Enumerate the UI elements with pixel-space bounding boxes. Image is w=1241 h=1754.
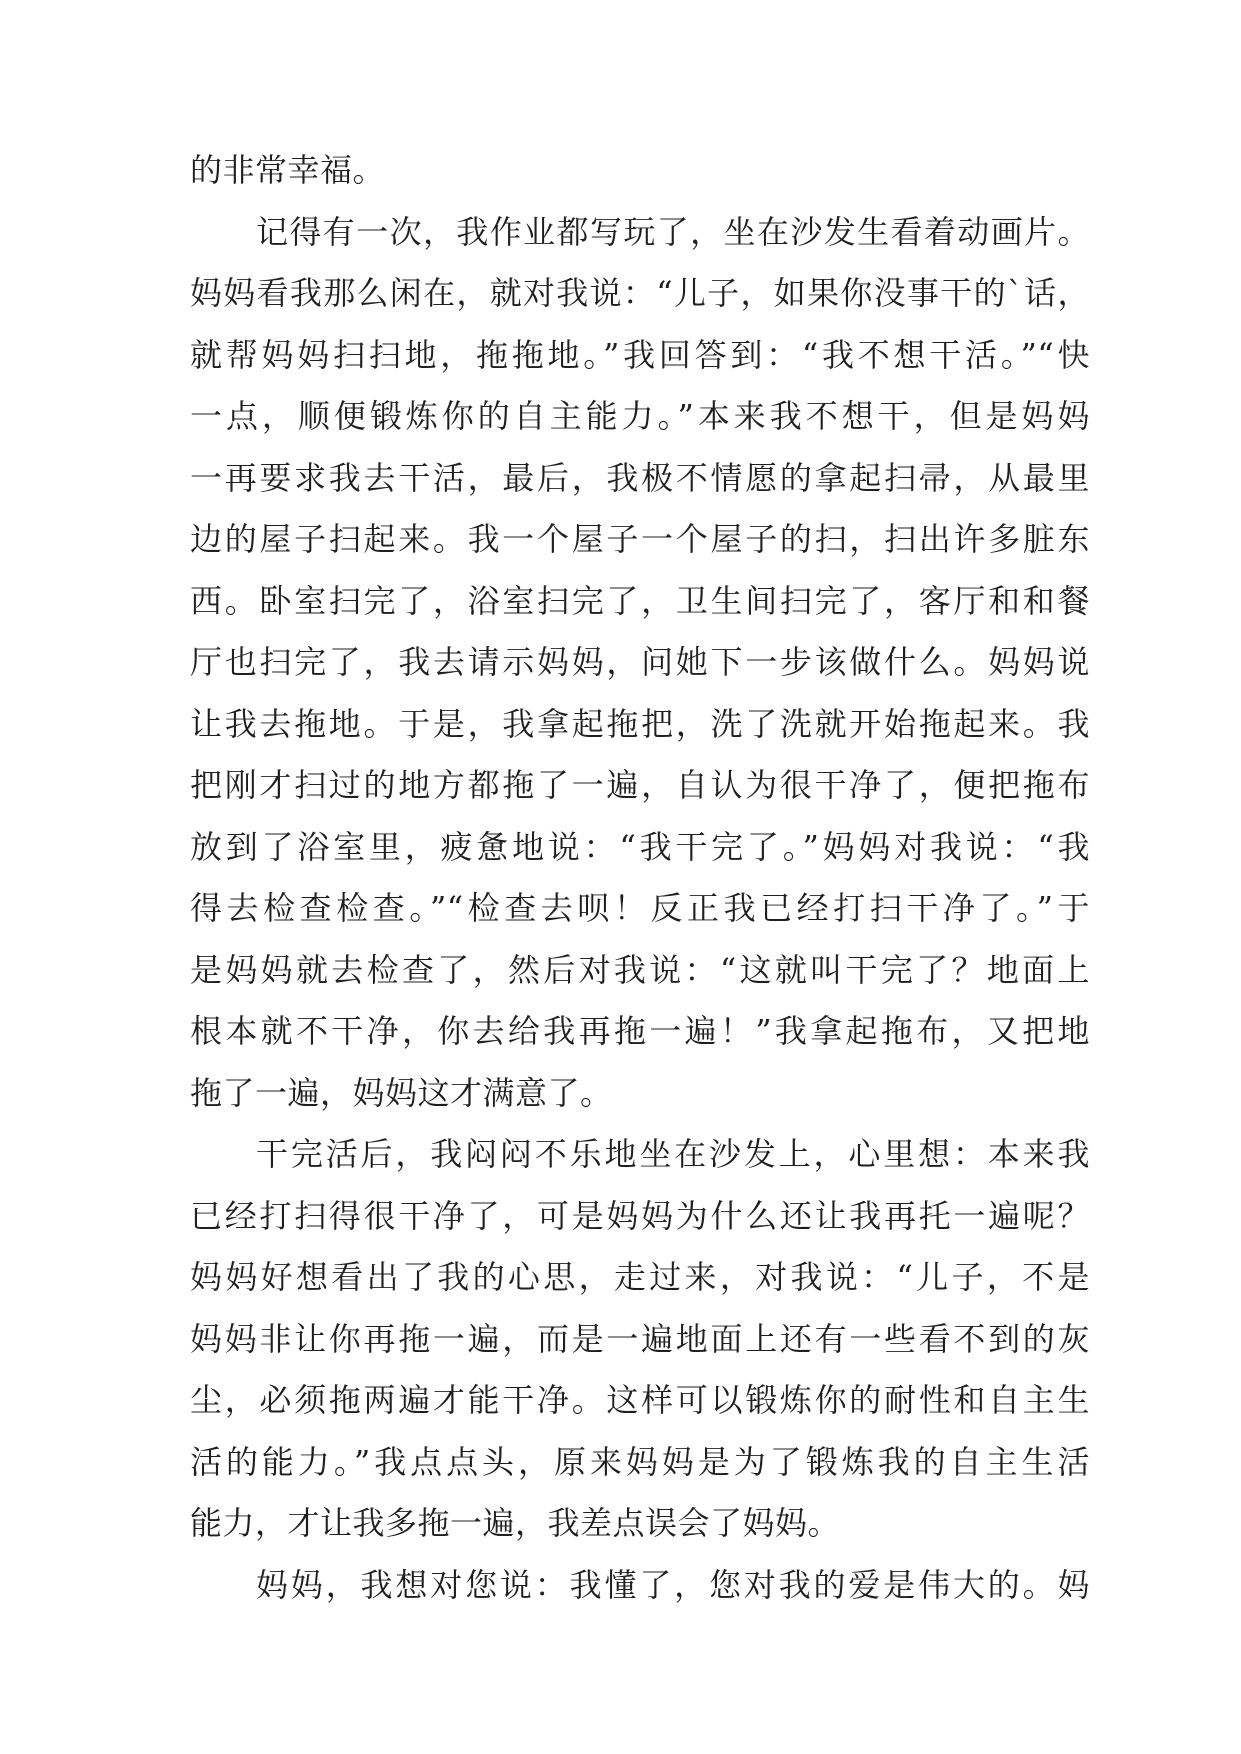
text-line: 一点，顺便锻炼你的自主能力。”本来我不想干，但是妈妈 bbox=[190, 397, 1090, 435]
paragraph-first-line: 干完活后，我闷闷不乐地坐在沙发上，心里想：本来我 bbox=[256, 1135, 1090, 1173]
text-line: 已经打扫得很干净了，可是妈妈为什么还让我再托一遍呢？ bbox=[190, 1196, 1090, 1235]
text-line: 的非常幸福。 bbox=[190, 151, 386, 189]
text-line: 就帮妈妈扫扫地，拖拖地。”我回答到：“我不想干活。”“快 bbox=[190, 335, 1090, 374]
text-line: 放到了浴室里，疲惫地说：“我干完了。”妈妈对我说：“我 bbox=[190, 827, 1090, 866]
paragraph-first-line: 记得有一次，我作业都写玩了，坐在沙发生看着动画片。 bbox=[256, 212, 1090, 251]
text-line: 得去检查检查。”“检查去呗！反正我已经打扫干净了。”于 bbox=[190, 889, 1090, 927]
text-line: 是妈妈就去检查了，然后对我说：“这就叫干完了？地面上 bbox=[190, 950, 1090, 989]
text-line: 根本就不干净，你去给我再拖一遍！”我拿起拖布，又把地 bbox=[190, 1012, 1090, 1050]
text-line: 能力，才让我多拖一遍，我差点误会了妈妈。 bbox=[190, 1504, 841, 1542]
text-line: 活的能力。”我点点头，原来妈妈是为了锻炼我的自主生活 bbox=[190, 1442, 1090, 1481]
text-line: 尘，必须拖两遍才能干净。这样可以锻炼你的耐性和自主生 bbox=[190, 1381, 1090, 1419]
text-line: 让我去拖地。于是，我拿起拖把，洗了洗就开始拖起来。我 bbox=[190, 704, 1090, 743]
text-line: 一再要求我去干活，最后，我极不情愿的拿起扫帚，从最里 bbox=[190, 458, 1090, 497]
text-line: 西。卧室扫完了，浴室扫完了，卫生间扫完了，客厅和和餐 bbox=[190, 581, 1090, 620]
text-line: 妈妈非让你再拖一遍，而是一遍地面上还有一些看不到的灰 bbox=[190, 1319, 1090, 1358]
essay-body bbox=[190, 140, 1090, 1616]
paragraph-first-line: 妈妈，我想对您说：我懂了，您对我的爱是伟大的。妈 bbox=[256, 1565, 1090, 1604]
text-line: 妈妈看我那么闲在，就对我说：“儿子，如果你没事干的`话， bbox=[190, 274, 1090, 312]
text-line: 厅也扫完了，我去请示妈妈，问她下一步该做什么。妈妈说 bbox=[190, 643, 1090, 681]
text-line: 拖了一遍，妈妈这才满意了。 bbox=[190, 1073, 613, 1112]
text-line: 把刚才扫过的地方都拖了一遍，自认为很干净了，便把拖布 bbox=[190, 766, 1090, 804]
text-line: 妈妈好想看出了我的心思，走过来，对我说：“儿子，不是 bbox=[190, 1258, 1090, 1296]
text-line: 边的屋子扫起来。我一个屋子一个屋子的扫，扫出许多脏东 bbox=[190, 520, 1090, 558]
